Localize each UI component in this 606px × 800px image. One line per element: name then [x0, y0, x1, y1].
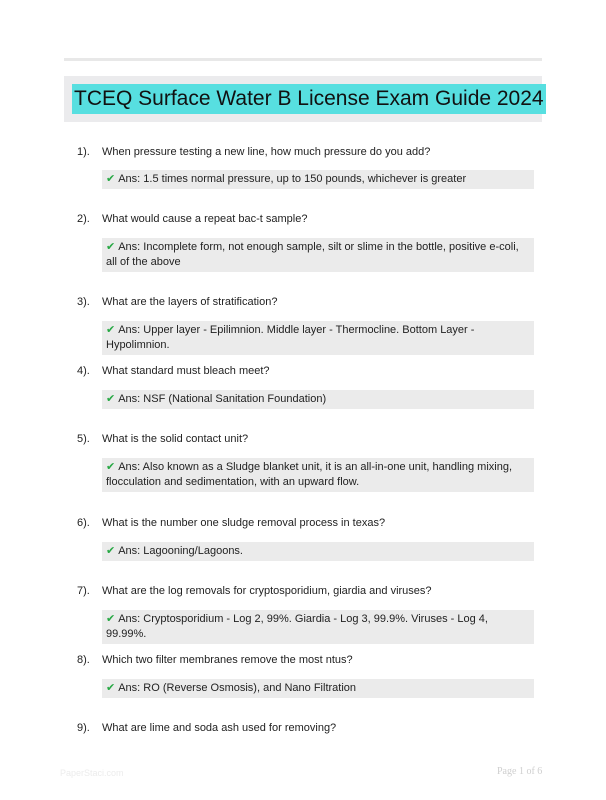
- check-icon: ✔: [106, 545, 116, 557]
- answer-box: [102, 679, 534, 698]
- question-number: 1).: [77, 146, 90, 158]
- page-title: TCEQ Surface Water B License Exam Guide 2024: [72, 84, 546, 114]
- answer-text: Ans: Incomplete form, not enough sample, silt or slime in the bottle, positive e-coli, all of the above: [106, 241, 519, 268]
- check-icon: ✔: [106, 393, 116, 405]
- question-text: What is the solid contact unit?: [102, 433, 249, 445]
- question-text: What are the layers of stratification?: [102, 296, 278, 308]
- question-number: 2).: [77, 213, 90, 225]
- question-number: 7).: [77, 585, 90, 597]
- answer-text: Ans: RO (Reverse Osmosis), and Nano Filtration: [118, 682, 357, 694]
- page-number: Page 1 of 6: [497, 766, 543, 777]
- question-text: When pressure testing a new line, how much pressure do you add?: [102, 146, 431, 158]
- question-number: 9).: [77, 722, 90, 734]
- answer-box: [102, 458, 534, 492]
- answer-box: [102, 542, 534, 561]
- question-number: 3).: [77, 296, 90, 308]
- answer-text: Ans: Upper layer - Epilimnion. Middle layer - Thermocline. Bottom Layer - Hypolimnion.: [106, 324, 475, 351]
- question-text: Which two filter membranes remove the most ntus?: [102, 654, 353, 666]
- answer-text: Ans: Also known as a Sludge blanket unit, it is an all-in-one unit, handling mixing, flocculation and sedimentation, with an upward flow.: [106, 461, 513, 488]
- question-number: 4).: [77, 365, 90, 377]
- question-number: 5).: [77, 433, 90, 445]
- check-icon: ✔: [106, 173, 116, 185]
- check-icon: ✔: [106, 461, 116, 473]
- answer-text: Ans: NSF (National Sanitation Foundation): [118, 393, 327, 405]
- question-number: 8).: [77, 654, 90, 666]
- answer-box: [102, 238, 534, 272]
- answer-box: [102, 390, 534, 409]
- question-text: What would cause a repeat bac-t sample?: [102, 213, 308, 225]
- top-divider: [64, 58, 542, 61]
- watermark-text: PaperStaci.com: [60, 768, 124, 778]
- answer-box: [102, 321, 534, 355]
- answer-box: [102, 610, 534, 644]
- answer-text: Ans: 1.5 times normal pressure, up to 150 pounds, whichever is greater: [118, 173, 467, 185]
- check-icon: ✔: [106, 241, 116, 253]
- answer-text: Ans: Lagooning/Lagoons.: [118, 545, 243, 557]
- question-text: What is the number one sludge removal process in texas?: [102, 517, 386, 529]
- check-icon: ✔: [106, 682, 116, 694]
- answer-box: [102, 170, 534, 189]
- check-icon: ✔: [106, 324, 116, 336]
- check-icon: ✔: [106, 613, 116, 625]
- question-text: What are lime and soda ash used for removing?: [102, 722, 337, 734]
- question-text: What are the log removals for cryptosporidium, giardia and viruses?: [102, 585, 432, 597]
- question-text: What standard must bleach meet?: [102, 365, 270, 377]
- answer-text: Ans: Cryptosporidium - Log 2, 99%. Giardia - Log 3, 99.9%. Viruses - Log 4, 99.99%.: [106, 613, 488, 640]
- question-number: 6).: [77, 517, 90, 529]
